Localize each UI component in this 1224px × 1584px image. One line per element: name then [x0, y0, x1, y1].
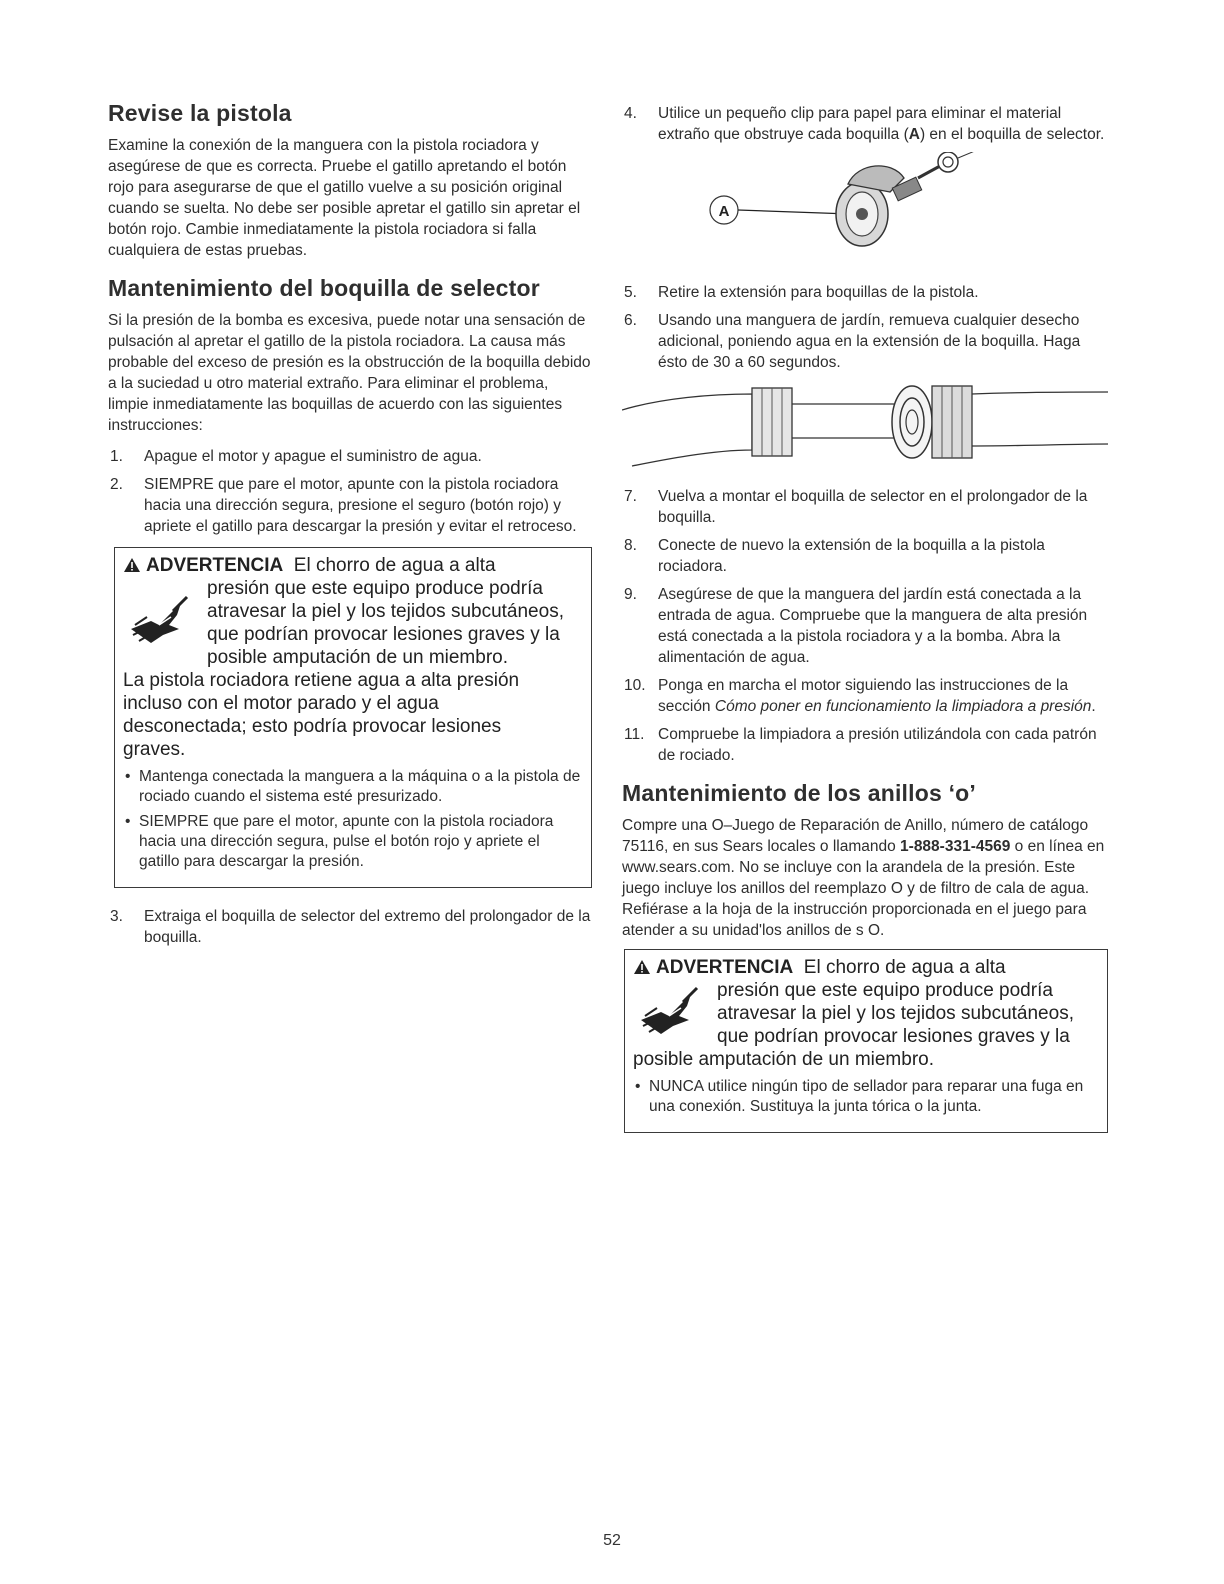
list-item: 11. Compruebe la limpiadora a presión utilizándola con cada patrón de rociado. [624, 726, 1097, 764]
list-item: 9. Asegúrese de que la manguera del jardín está conectada a la entrada de agua. Compruebe que la manguera de alta presión está conectada a la pistola rociadora y a la bomba. Abra la alimentación de agua. [624, 586, 1088, 666]
list-item: 8. Conecte de nuevo la extensión de la boquilla a la pistola rociadora. [624, 537, 1045, 575]
warning-extra-text: La pistola rociadora retiene agua a alta presión incluso con el motor parado y el agua desconectada; esto podría provocar lesiones graves. [123, 670, 520, 760]
section-body-anillos-o: Compre una O–Juego de Reparación de Anillo, número de catálogo 75116, en sus Sears locales o llamando 1-888-331-4569 o en línea en www.sears.com. No se incluye con la arandela de la presión. Este juego incluye los anillos del reemplazo O y de filtro de cala de agua. Refiérase a la hoja de la instrucción proporcionada en el juego para atender a su unidad'los anillos de s O. [622, 817, 1105, 939]
warning-bullets [123, 767, 583, 872]
section-body-revise-pistola: Examine la conexión de la manguera con la pistola rociadora y asegúrese de que es correcta. Pruebe el gatillo apretando el botón rojo para asegurarse de que el gatillo vuelve a su posición original cuando se suelta. No debe ser posible apretar el gatillo sin apretar el botón rojo. Cambie inmediatamente la pistola rociadora si falla cualquiera de estas pruebas. [108, 137, 581, 259]
list-item: 10. Ponga en marcha el motor siguiendo las instrucciones de la sección Cómo poner en funcionamiento la limpiadora a presión. [624, 677, 1096, 715]
high-pressure-injection-icon [639, 986, 701, 1042]
steps-list-4 [622, 103, 1108, 145]
warning-box-1: ADVERTENCIA El chorro de agua a alta presión que este equipo produce podría atravesar la piel y los tejidos subcutáneos, que podrían provocar lesiones graves y la posible amputación de un miembro. La pistola rociadora retiene agua a alta presión incluso con el motor parado y el agua desconectada; esto podría provocar lesiones graves. • Mantenga conectada la manguera a la máquina o a la pistola de rociado cuando el sistema esté presurizado. • SIEMPRE que pare el motor, apunte con la pistola rociadora hacia una dirección segura, pulse el botón rojo y apriete el gatillo para descargar la presión. [114, 547, 592, 888]
section-title-revise-pistola: Revise la pistola [108, 100, 292, 126]
right-column [622, 103, 1108, 1151]
warning-extra-text: posible amputación de un miembro. [633, 1049, 935, 1070]
list-item: 4. Utilice un pequeño clip para papel para eliminar el material extraño que obstruye cada boquilla (A) en el boquilla de selector. [624, 105, 1105, 143]
phone-number: 1-888-331-4569 [900, 838, 1011, 855]
list-item: 1. Apague el motor y apague el suministro de agua. [110, 448, 482, 465]
nozzle-selector-figure [622, 152, 1108, 272]
list-item: 6. Usando una manguera de jardín, remueva cualquier desecho adicional, poniendo agua en la extensión de la boquilla. Haga ésto de 30 a 60 segundos. [624, 312, 1081, 371]
list-item: 3. Extraiga el boquilla de selector del extremo del prolongador de la boquilla. [110, 908, 591, 946]
left-column [108, 100, 592, 955]
list-item: 5. Retire la extensión para boquillas de la pistola. [624, 284, 979, 301]
warning-triangle-icon [633, 959, 651, 975]
steps-list-5-6 [622, 282, 1108, 373]
figure-label-a: A [718, 203, 730, 220]
section-body-mantenimiento-boquilla: Si la presión de la bomba es excesiva, puede notar una sensación de pulsación al apretar el gatillo de la pistola rociadora. La causa más probable del exceso de presión es la obstrucción de la boquilla debido a la suciedad u otro material extraño. Para eliminar el problema, limpie inmediatamente las boquillas de acuerdo con las siguientes instrucciones: [108, 312, 591, 434]
page-number: 52 [603, 1532, 621, 1549]
list-item: • SIEMPRE que pare el motor, apunte con la pistola rociadora hacia una dirección segura, pulse el botón rojo y apriete el gatillo para descargar la presión. [123, 812, 583, 872]
steps-list-1-2 [108, 446, 592, 537]
list-item: 7. Vuelva a montar el boquilla de selector en el prolongador de la boquilla. [624, 488, 1088, 526]
list-item: • NUNCA utilice ningún tipo de sellador para reparar una fuga en una conexión. Sustituya la junta tórica o la junta. [633, 1077, 1099, 1117]
steps-list-7-11 [622, 486, 1108, 766]
warning-bullets [633, 1077, 1099, 1117]
warning-triangle-icon [123, 557, 141, 573]
warning-heading: ADVERTENCIA El chorro de agua a alta [123, 554, 583, 577]
high-pressure-injection-icon [129, 595, 191, 651]
hose-flush-figure [622, 380, 1108, 476]
warning-box-2: ADVERTENCIA El chorro de agua a alta presión que este equipo produce podría atravesar la piel y los tejidos subcutáneos, que podrían provocar lesiones graves y la posible amputación de un miembro. • NUNCA utilice ningún tipo de sellador para reparar una fuga en una conexión. Sustituya la junta tórica o la junta. [624, 949, 1108, 1133]
section-title-mantenimiento-boquilla: Mantenimiento del boquilla de selector [108, 275, 540, 301]
steps-list-3 [108, 906, 592, 948]
warning-heading: ADVERTENCIA El chorro de agua a alta [633, 956, 1099, 979]
list-item: • Mantenga conectada la manguera a la máquina o a la pistola de rociado cuando el sistema esté presurizado. [123, 767, 583, 807]
section-title-anillos-o: Mantenimiento de los anillos ‘o’ [622, 780, 976, 806]
list-item: 2. SIEMPRE que pare el motor, apunte con la pistola rociadora hacia una dirección segura, presione el seguro (botón rojo) y apriete el gatillo para descargar la presión y evitar el retroceso. [110, 476, 577, 535]
